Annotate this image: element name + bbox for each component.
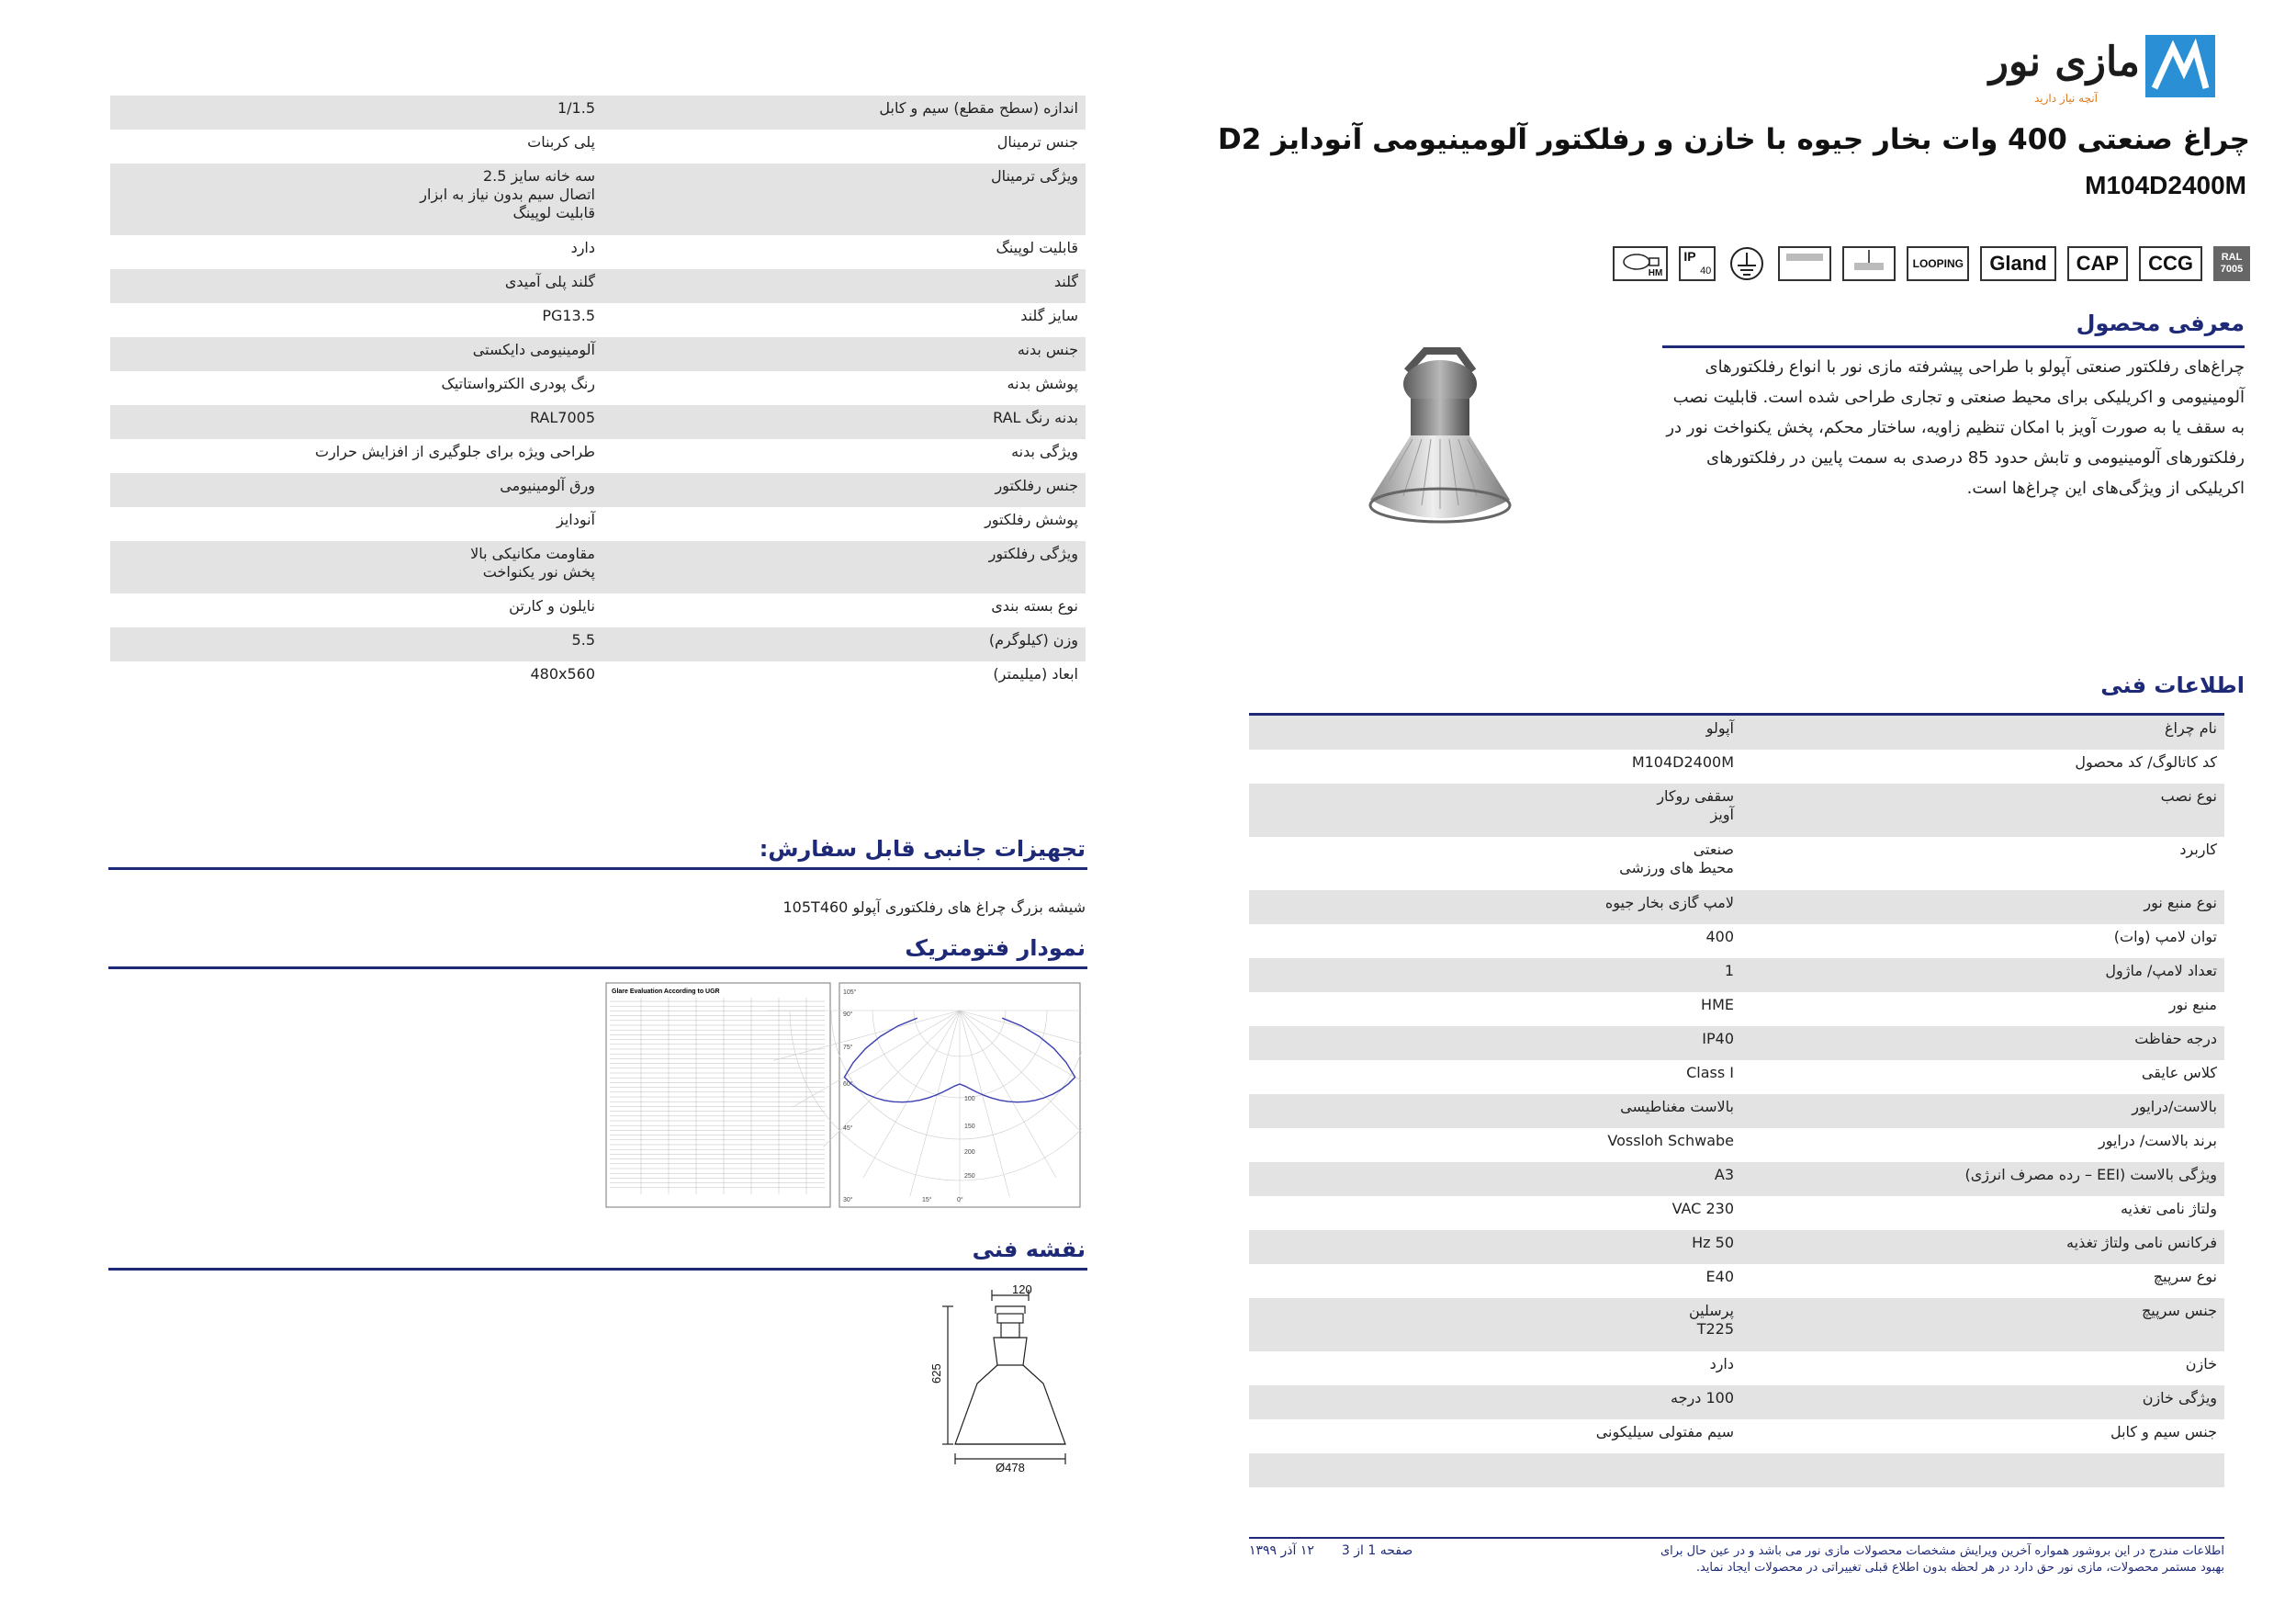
footer-page-number: صفحه 1 از 3 bbox=[1341, 1543, 1413, 1558]
accessories-rule bbox=[108, 867, 1087, 870]
spec-value: آپولو bbox=[1705, 719, 1734, 737]
ral-icon-line2: 7005 bbox=[2220, 264, 2244, 275]
spec-row bbox=[110, 96, 1086, 130]
hm-lamp-icon bbox=[1613, 246, 1668, 281]
brand-logo bbox=[1940, 35, 2215, 108]
drawing-rule bbox=[108, 1268, 1087, 1271]
spec-label: گلند bbox=[1053, 273, 1078, 290]
drawing-width-top: 120 bbox=[1012, 1282, 1032, 1296]
spec-row bbox=[1249, 1419, 2224, 1453]
ceiling-mount-icon bbox=[1778, 246, 1831, 281]
spec-label: ویژگی بالاست (EEI – رده مصرف انرژی) bbox=[1964, 1166, 2217, 1183]
spec-values bbox=[473, 341, 595, 371]
spec-label: تعداد لامپ/ ماژول bbox=[2105, 962, 2217, 979]
polar-label: 250 bbox=[964, 1173, 975, 1180]
spec-row bbox=[1249, 924, 2224, 958]
spec-values bbox=[1705, 928, 1734, 958]
spec-values bbox=[557, 99, 595, 130]
footer-page-info bbox=[1249, 1543, 1412, 1558]
polar-label: 75° bbox=[843, 1045, 853, 1051]
spec-values bbox=[1706, 1268, 1734, 1298]
spec-label: ولتاژ نامی تغذیه bbox=[2120, 1200, 2217, 1217]
spec-label: جنس ترمینال bbox=[996, 133, 1078, 151]
spec-label: کاربرد bbox=[2179, 841, 2217, 858]
spec-values bbox=[527, 133, 595, 164]
photometric-heading: نمودار فتومتریک bbox=[905, 935, 1086, 961]
spec-value: لامپ گازی بخار جیوه bbox=[1604, 894, 1734, 911]
spec-value: 100 درجه bbox=[1671, 1389, 1734, 1406]
spec-values bbox=[1672, 1200, 1734, 1230]
spec-values bbox=[530, 409, 595, 439]
spec-value: اتصال سیم بدون نیاز به ابزار bbox=[420, 186, 595, 203]
spec-value: ورق آلومینیومی bbox=[500, 477, 595, 494]
spec-value: دارد bbox=[570, 239, 595, 256]
spec-label: درجه حفاظت bbox=[2134, 1030, 2217, 1047]
spec-label: خازن bbox=[2185, 1355, 2217, 1372]
spec-values bbox=[470, 545, 595, 593]
right-page bbox=[1148, 0, 2296, 1604]
spec-value: پرسلین bbox=[1689, 1302, 1734, 1319]
spec-row bbox=[1249, 1094, 2224, 1128]
spec-label: اندازه (سطح مقطع) سیم و کابل bbox=[879, 99, 1078, 117]
spec-row bbox=[110, 269, 1086, 303]
spec-values bbox=[572, 631, 595, 661]
accessories-item: شیشه بزرگ چراغ های رفلکتوری آپولو 105T460 bbox=[782, 898, 1086, 916]
spec-value: RAL7005 bbox=[529, 409, 595, 426]
spec-value: آنودایز bbox=[556, 511, 595, 528]
spec-values bbox=[420, 167, 595, 235]
spec-label: کلاس عایقی bbox=[2141, 1064, 2217, 1081]
spec-value: بالاست مغناطیسی bbox=[1620, 1098, 1734, 1115]
spec-row bbox=[1249, 1128, 2224, 1162]
spec-row bbox=[110, 473, 1086, 507]
spec-label: بدنه رنگ RAL bbox=[993, 409, 1078, 426]
footer-rule bbox=[1249, 1537, 2224, 1539]
drawing-heading: نقشه فنی bbox=[972, 1237, 1086, 1262]
spec-row bbox=[1249, 1298, 2224, 1351]
spec-values bbox=[1692, 1234, 1734, 1264]
spec-label: سایز گلند bbox=[1020, 307, 1078, 324]
spec-value: PG13.5 bbox=[542, 307, 595, 324]
polar-label: 105° bbox=[843, 989, 857, 996]
polar-label: 90° bbox=[843, 1011, 853, 1018]
spec-row bbox=[110, 627, 1086, 661]
spec-label: نوع سرپیچ bbox=[2153, 1268, 2217, 1285]
spec-row bbox=[1249, 1026, 2224, 1060]
spec-label: ویژگی رفلکتور bbox=[988, 545, 1078, 562]
spec-value: 230 VAC bbox=[1671, 1200, 1734, 1217]
spec-label: فرکانس نامی ولتاژ تغذیه bbox=[2066, 1234, 2217, 1251]
spec-value: 5.5 bbox=[571, 631, 595, 649]
spec-row bbox=[110, 593, 1086, 627]
spec-value: گلند پلی آمیدی bbox=[504, 273, 595, 290]
photometric-svg bbox=[604, 981, 1082, 1211]
product-title: چراغ صنعتی 400 وات بخار جیوه با خازن و رفلکتور آلومینیومی آنودایز D2 bbox=[1218, 123, 2250, 156]
spec-value: محیط های ورزشی bbox=[1619, 859, 1734, 876]
spec-value: طراحی ویژه برای جلوگیری از افزایش حرارت bbox=[315, 443, 595, 460]
pendant-mount-icon bbox=[1842, 246, 1896, 281]
spec-row bbox=[1249, 890, 2224, 924]
cap-icon: CAP bbox=[2067, 246, 2128, 281]
spec-label: ویژگی بدنه bbox=[1011, 443, 1078, 460]
spec-values bbox=[1715, 1166, 1734, 1196]
spec-value: پخش نور یکنواخت bbox=[482, 563, 595, 581]
spec-values bbox=[1702, 1030, 1734, 1060]
spec-row bbox=[1249, 837, 2224, 890]
footer-date: ۱۲ آذر ۱۳۹۹ bbox=[1249, 1543, 1314, 1558]
spec-label: منبع نور bbox=[2168, 996, 2217, 1013]
spec-value: 50 Hz bbox=[1692, 1234, 1734, 1251]
spec-row bbox=[1249, 716, 2224, 750]
tech-spec-table bbox=[1249, 713, 2224, 1487]
spec-value: E40 bbox=[1705, 1268, 1734, 1285]
intro-rule bbox=[1662, 345, 2245, 348]
spec-value: HME bbox=[1701, 996, 1734, 1013]
logo-brand-text: مازی نور bbox=[1988, 39, 2140, 85]
spec-values bbox=[1607, 1132, 1734, 1162]
polar-label: 15° bbox=[922, 1197, 932, 1203]
looping-icon: LOOPING bbox=[1907, 246, 1969, 281]
ip-icon-text: IP bbox=[1683, 249, 1696, 264]
product-photo bbox=[1352, 344, 1526, 555]
photometric-rule bbox=[108, 966, 1087, 969]
logo-mark-icon bbox=[2145, 35, 2215, 97]
spec-value: پلی کربنات bbox=[527, 133, 595, 151]
spec-label: جنس بدنه bbox=[1017, 341, 1078, 358]
glare-table bbox=[606, 983, 830, 1207]
spec-value: آلومینیومی دایکستی bbox=[472, 341, 595, 358]
spec-value: سه خانه سایز 2.5 bbox=[482, 167, 595, 185]
left-spec-table bbox=[110, 96, 1086, 695]
spec-row bbox=[110, 303, 1086, 337]
spec-value: صنعتی bbox=[1693, 841, 1734, 858]
spec-row bbox=[110, 541, 1086, 593]
spec-label: وزن (کیلوگرم) bbox=[988, 631, 1078, 649]
polar-label: 0° bbox=[957, 1197, 963, 1203]
spec-values bbox=[1689, 1302, 1734, 1351]
polar-label: 100 bbox=[964, 1096, 975, 1102]
spec-values bbox=[505, 273, 595, 303]
spec-label: ویژگی خازن bbox=[2142, 1389, 2217, 1406]
spec-label: توان لامپ (وات) bbox=[2113, 928, 2217, 945]
spec-row bbox=[1249, 1453, 2224, 1487]
spec-row bbox=[1249, 992, 2224, 1026]
spec-value: 1 bbox=[1724, 962, 1734, 979]
spec-values bbox=[1632, 753, 1734, 784]
spec-values bbox=[315, 443, 595, 473]
spec-value: IP40 bbox=[1702, 1030, 1734, 1047]
spec-row bbox=[110, 405, 1086, 439]
spec-label bbox=[1734, 1457, 2224, 1487]
spec-value: 1/1.5 bbox=[557, 99, 595, 117]
spec-value: سیم مفتولی سیلیکونی bbox=[1595, 1423, 1734, 1440]
spec-value: رنگ پودری الکترواستاتیک bbox=[441, 375, 595, 392]
polar-label: 30° bbox=[843, 1197, 853, 1203]
spec-label: ویژگی ترمینال bbox=[990, 167, 1078, 185]
gland-icon: Gland bbox=[1980, 246, 2055, 281]
logo-tagline: آنچه نیاز دارید bbox=[2033, 92, 2098, 105]
spec-label: نوع بسته بندی bbox=[991, 597, 1078, 615]
spec-value: قابلیت لوپینگ bbox=[512, 204, 595, 221]
feature-icons bbox=[1613, 246, 2250, 281]
spec-values bbox=[1710, 1355, 1734, 1385]
spec-label: ابعاد (میلیمتر) bbox=[993, 665, 1078, 683]
spec-values bbox=[442, 375, 595, 405]
spec-values bbox=[1706, 719, 1734, 750]
spec-row bbox=[110, 337, 1086, 371]
spec-value: A3 bbox=[1714, 1166, 1734, 1183]
drawing-height: 625 bbox=[929, 1363, 943, 1384]
spec-label: جنس سرپیچ bbox=[2141, 1302, 2217, 1319]
spec-row bbox=[1249, 1230, 2224, 1264]
spec-values bbox=[557, 511, 595, 541]
spec-label: جنس رفلکتور bbox=[995, 477, 1078, 494]
spec-row bbox=[1249, 1162, 2224, 1196]
spec-values bbox=[1701, 996, 1734, 1026]
spec-values bbox=[1725, 962, 1734, 992]
spec-row bbox=[1249, 1385, 2224, 1419]
spec-label: نوع منبع نور bbox=[2144, 894, 2217, 911]
spec-row bbox=[110, 235, 1086, 269]
product-code: M104D2400M bbox=[2085, 171, 2246, 199]
spec-row bbox=[1249, 1196, 2224, 1230]
tech-heading: اطلاعات فنی bbox=[2100, 672, 2245, 698]
spec-label: جنس سیم و کابل bbox=[2110, 1423, 2217, 1440]
spec-value: Vossloh Schwabe bbox=[1607, 1132, 1734, 1149]
technical-drawing bbox=[928, 1282, 1084, 1475]
spec-label: پوشش بدنه bbox=[1007, 375, 1078, 392]
ip-icon-sub: 40 bbox=[1700, 265, 1712, 277]
spec-row bbox=[110, 371, 1086, 405]
intro-heading: معرفی محصول bbox=[2076, 311, 2245, 336]
spec-value: M104D2400M bbox=[1631, 753, 1734, 771]
polar-label: 45° bbox=[843, 1125, 853, 1132]
spec-values bbox=[542, 307, 595, 337]
spec-value: 400 bbox=[1705, 928, 1734, 945]
spec-value: نایلون و کارتن bbox=[509, 597, 595, 615]
intro-text: چراغ‌های رفلکتور صنعتی آپولو با طراحی پیشرفته مازی نور با انواع رفلکتورهای آلومینیومی و اکریلیکی برای محیط صنعتی و تجاری طراحی شده است. قابلیت نصب به سقف یا به صورت آویز با امکان تنظیم زاویه، ساختار محکم، پخش یکنواخت نور در رفلکتورهای آلومینیومی و تابش حدود 85 درصدی به سمت پایین در رفلکتورهای اکریلیکی از ویژگی‌های این چراغ‌ها است. bbox=[1666, 357, 2245, 498]
spec-values bbox=[1671, 1389, 1734, 1419]
spec-values bbox=[1596, 1423, 1734, 1453]
spec-values bbox=[530, 665, 595, 695]
spec-label: پوشش رفلکتور bbox=[985, 511, 1078, 528]
spec-row bbox=[110, 439, 1086, 473]
accessories-heading: تجهیزات جانبی قابل سفارش: bbox=[759, 836, 1086, 862]
ip-rating-icon bbox=[1679, 246, 1716, 281]
spec-label: قابلیت لوپینگ bbox=[996, 239, 1078, 256]
spec-value: T225 bbox=[1696, 1320, 1734, 1338]
spec-label: نوع نصب bbox=[2160, 787, 2217, 805]
polar-label: 150 bbox=[964, 1124, 975, 1130]
spec-label: بالاست/درایور bbox=[2132, 1098, 2217, 1115]
spec-value: دارد bbox=[1709, 1355, 1734, 1372]
drawing-diameter: Ø478 bbox=[996, 1461, 1025, 1474]
spec-label: نام چراغ bbox=[2164, 719, 2217, 737]
spec-row bbox=[1249, 1351, 2224, 1385]
spec-values bbox=[509, 597, 595, 627]
ral-icon bbox=[2213, 246, 2250, 281]
hm-icon-text: HM bbox=[1648, 268, 1663, 278]
technical-drawing-svg bbox=[928, 1282, 1084, 1475]
ral-icon-line1: RAL bbox=[2221, 252, 2243, 263]
spec-values bbox=[571, 239, 595, 269]
spec-label: برند بالاست/ درایور bbox=[2098, 1132, 2217, 1149]
spec-row bbox=[1249, 1264, 2224, 1298]
spec-row bbox=[110, 164, 1086, 235]
spec-values bbox=[1657, 787, 1734, 837]
spec-value: مقاومت مکانیکی بالا bbox=[470, 545, 595, 562]
spec-values bbox=[1686, 1064, 1734, 1094]
ccg-icon: CCG bbox=[2139, 246, 2202, 281]
glare-table-title: Glare Evaluation According to UGR bbox=[612, 988, 720, 995]
spec-row bbox=[1249, 1060, 2224, 1094]
spec-value: سقفی روکار bbox=[1657, 787, 1734, 805]
spec-row bbox=[110, 507, 1086, 541]
spec-row bbox=[1249, 958, 2224, 992]
spec-row bbox=[1249, 750, 2224, 784]
spec-values bbox=[1619, 841, 1734, 890]
spec-value: آویز bbox=[1710, 806, 1734, 823]
photometric-figure bbox=[604, 981, 1082, 1211]
earth-ground-icon bbox=[1727, 246, 1767, 281]
footer-disclaimer: اطلاعات مندرج در این بروشور همواره آخرین ویرایش مشخصات محصولات مازی نور می باشد و در عین حال برای بهبود مستمر محصولات، مازی نور حق دارد در هر لحظه بدون اطلاع قبلی تغییراتی در محصولات ایجاد نماید. bbox=[1660, 1544, 2224, 1575]
spec-row bbox=[110, 130, 1086, 164]
spec-value: 480x560 bbox=[530, 665, 595, 683]
spec-label: کد کاتالوگ/ کد محصول bbox=[2075, 753, 2217, 771]
spec-row bbox=[1249, 784, 2224, 837]
spec-values bbox=[1605, 894, 1734, 924]
polar-label: 60° bbox=[843, 1081, 853, 1088]
spec-row bbox=[110, 661, 1086, 695]
spec-values bbox=[1620, 1098, 1734, 1128]
spec-values bbox=[500, 477, 595, 507]
polar-label: 200 bbox=[964, 1149, 975, 1156]
spec-value: Class I bbox=[1686, 1064, 1734, 1081]
